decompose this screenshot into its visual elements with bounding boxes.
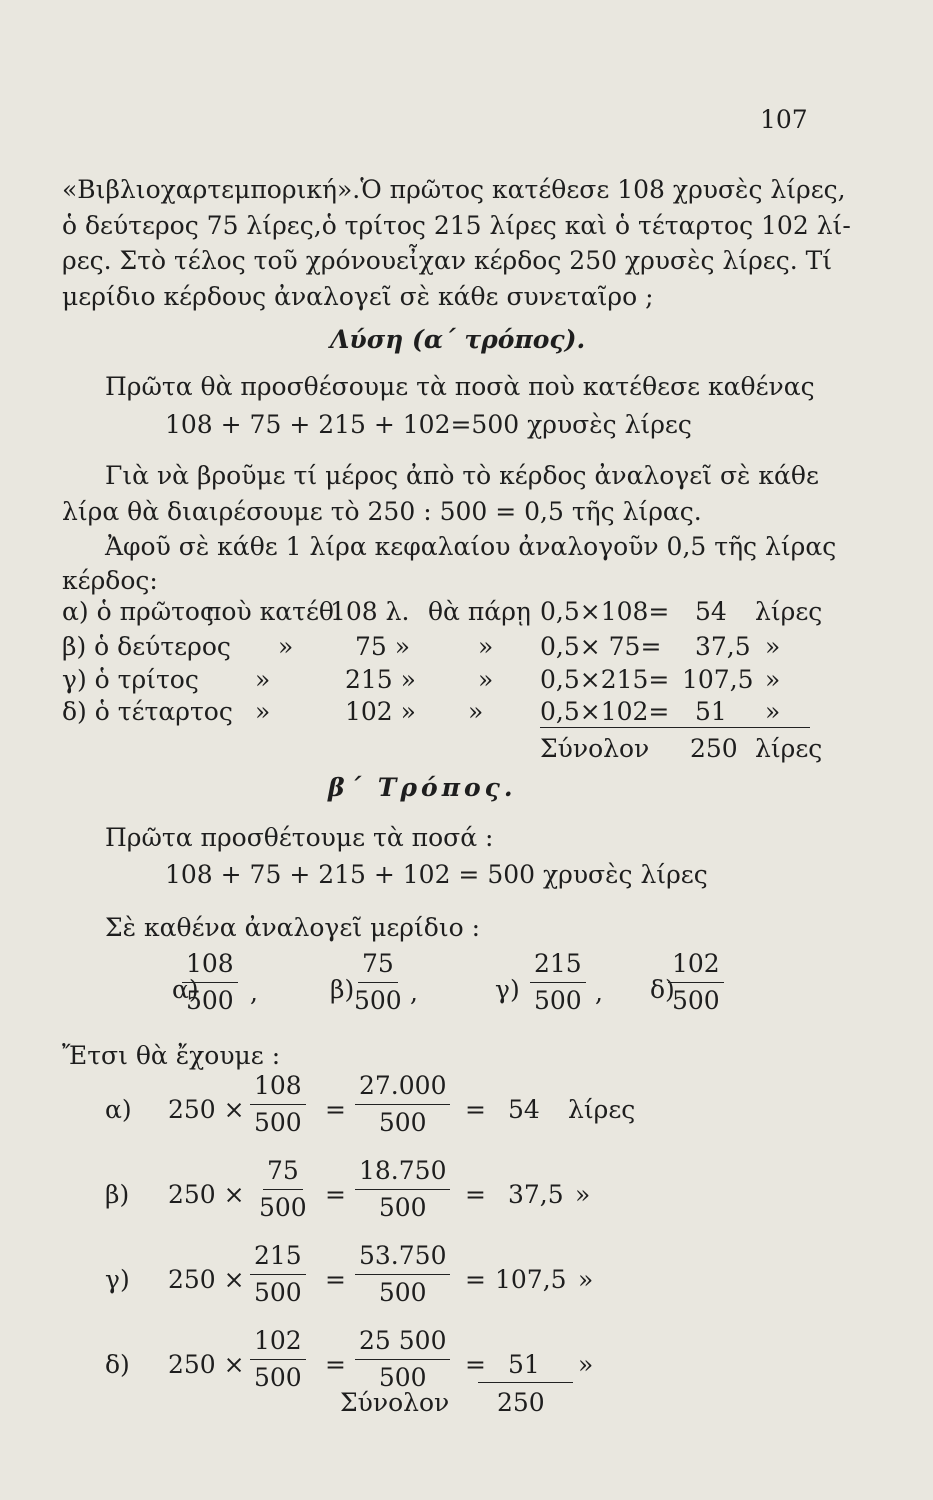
calc-label: δ) bbox=[105, 1350, 130, 1379]
method1-line2: Γιὰ νὰ βροῦμε τί μέρος ἀπὸ τὸ κέρδος ἀναλογεῖ σὲ κάθε bbox=[105, 461, 819, 490]
fraction-label: α) bbox=[172, 975, 199, 1004]
intro-line-1-b: Ὁ πρῶτος κατέθεσε 108 χρυσὲς λίρες, bbox=[360, 175, 846, 204]
share-row-mid: » bbox=[255, 665, 271, 694]
share-row-unit: » bbox=[765, 665, 781, 694]
calc-numerator-2: 27.000 bbox=[355, 1070, 450, 1105]
total-rule bbox=[540, 727, 810, 728]
share-row-calc: 0,5×215= bbox=[540, 665, 670, 694]
method1-total-unit: λίρες bbox=[755, 734, 823, 763]
share-row-ditto: θὰ πάρῃ bbox=[428, 597, 531, 626]
intro-line-4: μερίδιο κέρδους ἀναλογεῖ σὲ κάθε συνεταῖρο ; bbox=[62, 282, 654, 311]
share-row-amount: 102 » bbox=[345, 697, 416, 726]
fraction bbox=[182, 948, 238, 1017]
method1-line5: κέρδος: bbox=[62, 566, 158, 595]
intro-line-3-a: ρες. Στὸ τέλος τοῦ χρόνου bbox=[62, 246, 397, 275]
share-row-mid: » bbox=[278, 632, 294, 661]
calc-denominator-2: 500 bbox=[378, 1278, 427, 1307]
share-row-amount: 108 λ. bbox=[330, 597, 410, 626]
calc-mult: 250 × bbox=[168, 1265, 245, 1294]
fraction bbox=[668, 948, 724, 1017]
calc-unit: » bbox=[575, 1180, 591, 1209]
equals-sign: = bbox=[325, 1265, 346, 1294]
calc-result: 54 bbox=[508, 1095, 540, 1124]
intro-line-2 bbox=[62, 211, 851, 241]
share-row-mid: » bbox=[255, 697, 271, 726]
calc-numerator-2: 18.750 bbox=[355, 1155, 450, 1190]
calc-denominator: 500 bbox=[259, 1193, 307, 1222]
equals-sign: = bbox=[465, 1350, 486, 1379]
intro-line-3 bbox=[62, 246, 833, 276]
share-row-result: 107,5 bbox=[682, 665, 754, 694]
calc-denominator: 500 bbox=[254, 1363, 302, 1392]
fraction-denominator: 500 bbox=[672, 986, 720, 1015]
share-row-label: α) ὁ πρῶτος bbox=[62, 597, 214, 626]
share-row-result: 51 bbox=[695, 697, 727, 726]
equals-sign: = bbox=[465, 1265, 486, 1294]
method1-total-label: Σύνολον bbox=[540, 734, 650, 763]
share-row-amount: 75 » bbox=[355, 632, 411, 661]
share-row-result: 54 bbox=[695, 597, 727, 626]
fraction-numerator: 102 bbox=[668, 948, 724, 983]
calc-unit: » bbox=[578, 1265, 594, 1294]
calc-numerator-2: 53.750 bbox=[355, 1240, 450, 1275]
calc-denominator: 500 bbox=[254, 1108, 302, 1137]
share-row-result: 37,5 bbox=[695, 632, 751, 661]
fraction-denominator: 500 bbox=[186, 986, 234, 1015]
fraction-sep: , bbox=[595, 978, 603, 1007]
share-row-ditto: » bbox=[478, 665, 494, 694]
method2-total-label: Σύνολον bbox=[340, 1388, 450, 1417]
method2-line2: Σὲ καθένα ἀναλογεῖ μερίδιο : bbox=[105, 913, 481, 942]
equals-sign: = bbox=[325, 1180, 346, 1209]
calc-label: α) bbox=[105, 1095, 132, 1124]
calc-fraction bbox=[255, 1155, 311, 1224]
calc-numerator-2: 25 500 bbox=[355, 1325, 450, 1360]
calc-denominator: 500 bbox=[254, 1278, 302, 1307]
equals-sign: = bbox=[465, 1095, 486, 1124]
fraction-label: γ) bbox=[495, 975, 520, 1004]
fraction-numerator: 75 bbox=[358, 948, 398, 983]
method1-sum: 108 + 75 + 215 + 102=500 χρυσὲς λίρες bbox=[165, 410, 692, 439]
calc-result: 51 bbox=[508, 1350, 540, 1379]
intro-line-1 bbox=[62, 175, 846, 205]
calc-denominator-2: 500 bbox=[378, 1193, 427, 1222]
calc-denominator-2: 500 bbox=[378, 1363, 427, 1392]
method1-line4: Ἀφοῦ σὲ κάθε 1 λίρα κεφαλαίου ἀναλογοῦν 0,5 τῆς λίρας bbox=[105, 532, 837, 561]
fraction-label: β) bbox=[330, 975, 355, 1004]
method1-line3: λίρα θὰ διαιρέσουμε τὸ 250 : 500 = 0,5 τῆς λίρας. bbox=[62, 497, 702, 526]
calc-mult: 250 × bbox=[168, 1350, 245, 1379]
intro-line-2-b: ὁ τρίτος 215 λίρες καὶ ὁ τέταρτος 102 λί- bbox=[321, 211, 851, 240]
calc-fraction bbox=[250, 1325, 306, 1394]
method2-total-rule bbox=[478, 1382, 573, 1383]
calc-fraction-2 bbox=[355, 1070, 450, 1139]
share-row-ditto: » bbox=[478, 632, 494, 661]
calc-unit: » bbox=[578, 1350, 594, 1379]
calc-unit: λίρες bbox=[568, 1095, 636, 1124]
share-row-mid: ποὺ κατέθ. bbox=[205, 597, 342, 626]
calc-denominator-2: 500 bbox=[378, 1108, 427, 1137]
calc-fraction-2 bbox=[355, 1325, 450, 1394]
share-row-label: γ) ὁ τρίτος bbox=[62, 665, 199, 694]
intro-line-1-a: «Βιβλιοχαρτεμπορική». bbox=[62, 175, 361, 204]
share-row-ditto: » bbox=[468, 697, 484, 726]
equals-sign: = bbox=[325, 1095, 346, 1124]
calc-fraction-2 bbox=[355, 1240, 450, 1309]
fraction-numerator: 215 bbox=[530, 948, 586, 983]
fraction-denominator: 500 bbox=[534, 986, 582, 1015]
page-number: 107 bbox=[760, 105, 808, 134]
share-row-calc: 0,5×108= bbox=[540, 597, 670, 626]
share-row-unit: » bbox=[765, 697, 781, 726]
share-row-amount: 215 » bbox=[345, 665, 416, 694]
method2-total-value: 250 bbox=[497, 1388, 545, 1417]
fraction bbox=[350, 948, 406, 1017]
method1-line1: Πρῶτα θὰ προσθέσουμε τὰ ποσὰ ποὺ κατέθεσε καθένας bbox=[105, 372, 815, 401]
calc-mult: 250 × bbox=[168, 1095, 245, 1124]
calc-numerator: 215 bbox=[250, 1240, 306, 1275]
fraction bbox=[530, 948, 586, 1017]
fraction-denominator: 500 bbox=[354, 986, 402, 1015]
intro-line-3-b: εἶχαν κέρδος 250 χρυσὲς λίρες. Τί bbox=[396, 246, 833, 275]
method2-line1: Πρῶτα προσθέτουμε τὰ ποσά : bbox=[105, 823, 494, 852]
fraction-label: δ) bbox=[650, 975, 675, 1004]
calc-label: γ) bbox=[105, 1265, 130, 1294]
share-row-calc: 0,5× 75= bbox=[540, 632, 662, 661]
method2-line3: Ἔτσι θὰ ἔχουμε : bbox=[62, 1041, 281, 1070]
share-row-label: β) ὁ δεύτερος bbox=[62, 632, 231, 661]
calc-numerator: 102 bbox=[250, 1325, 306, 1360]
fraction-numerator: 108 bbox=[182, 948, 238, 983]
calc-numerator: 75 bbox=[263, 1155, 303, 1190]
share-row-unit: » bbox=[765, 632, 781, 661]
equals-sign: = bbox=[465, 1180, 486, 1209]
method2-heading: β΄ Τρόπος. bbox=[328, 773, 517, 802]
calc-result: 107,5 bbox=[495, 1265, 567, 1294]
share-row-unit: λίρες bbox=[755, 597, 823, 626]
method1-total-value: 250 bbox=[690, 734, 738, 763]
equals-sign: = bbox=[325, 1350, 346, 1379]
solution-heading: Λύση (α΄ τρόπος). bbox=[330, 325, 586, 354]
calc-mult: 250 × bbox=[168, 1180, 245, 1209]
calc-fraction-2 bbox=[355, 1155, 450, 1224]
share-row-label: δ) ὁ τέταρτος bbox=[62, 697, 233, 726]
calc-fraction bbox=[250, 1240, 306, 1309]
calc-numerator: 108 bbox=[250, 1070, 306, 1105]
calc-fraction bbox=[250, 1070, 306, 1139]
method2-sum: 108 + 75 + 215 + 102 = 500 χρυσὲς λίρες bbox=[165, 860, 708, 889]
fraction-sep: , bbox=[410, 978, 418, 1007]
share-row-calc: 0,5×102= bbox=[540, 697, 670, 726]
fraction-sep: , bbox=[250, 978, 258, 1007]
calc-label: β) bbox=[105, 1180, 130, 1209]
intro-line-2-a: ὁ δεύτερος 75 λίρες, bbox=[62, 211, 322, 240]
calc-result: 37,5 bbox=[508, 1180, 564, 1209]
